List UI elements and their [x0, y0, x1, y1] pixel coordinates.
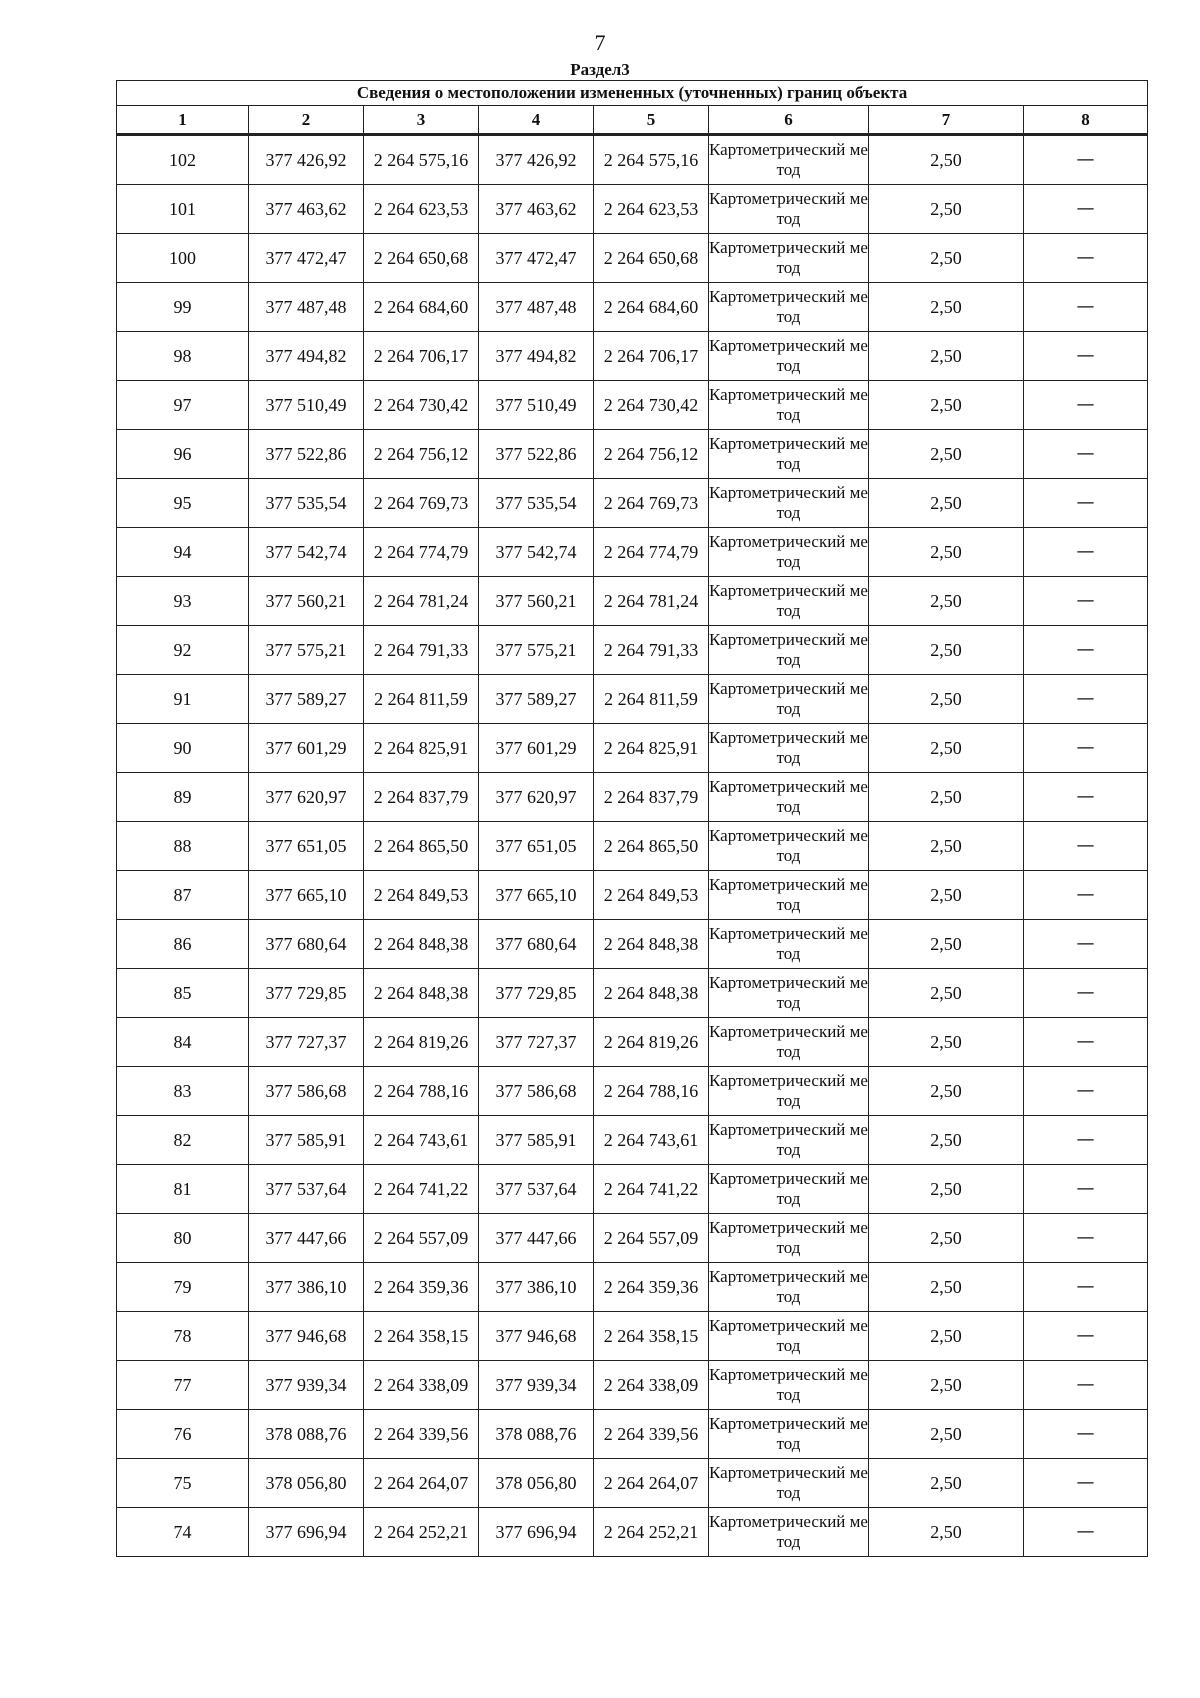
cell-description: —	[1024, 920, 1148, 969]
table-row	[117, 1018, 1148, 1067]
cell-point-number: 94	[117, 528, 249, 577]
cell-new-x-coordinate: 377 575,21	[479, 626, 594, 675]
cell-new-y-coordinate: 2 264 252,21	[594, 1508, 709, 1557]
cell-point-number: 102	[117, 135, 249, 185]
cell-method: Картометрический метод	[709, 1312, 869, 1361]
cell-point-number: 79	[117, 1263, 249, 1312]
cell-method: Картометрический метод	[709, 1018, 869, 1067]
cell-accuracy: 2,50	[869, 1263, 1024, 1312]
cell-y-coordinate: 2 264 730,42	[364, 381, 479, 430]
cell-point-number: 82	[117, 1116, 249, 1165]
column-header-6: 6	[709, 106, 869, 135]
cell-y-coordinate: 2 264 837,79	[364, 773, 479, 822]
cell-description: —	[1024, 577, 1148, 626]
table-row	[117, 430, 1148, 479]
cell-point-number: 98	[117, 332, 249, 381]
cell-description: —	[1024, 1214, 1148, 1263]
cell-y-coordinate: 2 264 825,91	[364, 724, 479, 773]
cell-new-x-coordinate: 377 680,64	[479, 920, 594, 969]
cell-accuracy: 2,50	[869, 773, 1024, 822]
cell-accuracy: 2,50	[869, 871, 1024, 920]
table-row	[117, 479, 1148, 528]
cell-new-x-coordinate: 377 386,10	[479, 1263, 594, 1312]
cell-new-x-coordinate: 378 088,76	[479, 1410, 594, 1459]
cell-point-number: 78	[117, 1312, 249, 1361]
cell-y-coordinate: 2 264 359,36	[364, 1263, 479, 1312]
cell-new-x-coordinate: 377 620,97	[479, 773, 594, 822]
cell-y-coordinate: 2 264 769,73	[364, 479, 479, 528]
cell-point-number: 86	[117, 920, 249, 969]
table-row	[117, 1508, 1148, 1557]
cell-method: Картометрический метод	[709, 1263, 869, 1312]
column-header-3: 3	[364, 106, 479, 135]
cell-new-x-coordinate: 377 589,27	[479, 675, 594, 724]
cell-method: Картометрический метод	[709, 822, 869, 871]
cell-y-coordinate: 2 264 358,15	[364, 1312, 479, 1361]
cell-new-y-coordinate: 2 264 557,09	[594, 1214, 709, 1263]
column-header-4: 4	[479, 106, 594, 135]
cell-point-number: 88	[117, 822, 249, 871]
table-row	[117, 724, 1148, 773]
cell-method: Картометрический метод	[709, 135, 869, 185]
cell-new-y-coordinate: 2 264 848,38	[594, 969, 709, 1018]
cell-new-y-coordinate: 2 264 684,60	[594, 283, 709, 332]
cell-point-number: 97	[117, 381, 249, 430]
cell-new-x-coordinate: 378 056,80	[479, 1459, 594, 1508]
cell-accuracy: 2,50	[869, 1165, 1024, 1214]
cell-method: Картометрический метод	[709, 920, 869, 969]
table-header-row	[117, 106, 1148, 135]
column-header-7: 7	[869, 106, 1024, 135]
cell-accuracy: 2,50	[869, 430, 1024, 479]
cell-y-coordinate: 2 264 819,26	[364, 1018, 479, 1067]
cell-x-coordinate: 377 575,21	[249, 626, 364, 675]
cell-x-coordinate: 377 665,10	[249, 871, 364, 920]
cell-point-number: 80	[117, 1214, 249, 1263]
cell-method: Картометрический метод	[709, 1116, 869, 1165]
cell-x-coordinate: 377 537,64	[249, 1165, 364, 1214]
cell-new-x-coordinate: 377 939,34	[479, 1361, 594, 1410]
cell-accuracy: 2,50	[869, 724, 1024, 773]
cell-method: Картометрический метод	[709, 969, 869, 1018]
cell-accuracy: 2,50	[869, 577, 1024, 626]
table-row	[117, 920, 1148, 969]
cell-accuracy: 2,50	[869, 675, 1024, 724]
cell-method: Картометрический метод	[709, 185, 869, 234]
cell-new-x-coordinate: 377 946,68	[479, 1312, 594, 1361]
cell-y-coordinate: 2 264 788,16	[364, 1067, 479, 1116]
cell-accuracy: 2,50	[869, 1361, 1024, 1410]
cell-point-number: 95	[117, 479, 249, 528]
cell-point-number: 100	[117, 234, 249, 283]
cell-method: Картометрический метод	[709, 1459, 869, 1508]
table-row	[117, 528, 1148, 577]
table-row	[117, 1165, 1148, 1214]
cell-x-coordinate: 377 522,86	[249, 430, 364, 479]
table-row	[117, 1263, 1148, 1312]
cell-new-y-coordinate: 2 264 743,61	[594, 1116, 709, 1165]
table-row	[117, 185, 1148, 234]
table-row	[117, 1361, 1148, 1410]
cell-accuracy: 2,50	[869, 234, 1024, 283]
cell-point-number: 87	[117, 871, 249, 920]
table-row	[117, 626, 1148, 675]
cell-y-coordinate: 2 264 741,22	[364, 1165, 479, 1214]
cell-new-y-coordinate: 2 264 865,50	[594, 822, 709, 871]
cell-new-x-coordinate: 377 560,21	[479, 577, 594, 626]
cell-method: Картометрический метод	[709, 577, 869, 626]
cell-description: —	[1024, 675, 1148, 724]
cell-x-coordinate: 377 585,91	[249, 1116, 364, 1165]
cell-x-coordinate: 377 586,68	[249, 1067, 364, 1116]
cell-x-coordinate: 377 601,29	[249, 724, 364, 773]
cell-description: —	[1024, 332, 1148, 381]
cell-point-number: 75	[117, 1459, 249, 1508]
cell-y-coordinate: 2 264 623,53	[364, 185, 479, 234]
cell-y-coordinate: 2 264 781,24	[364, 577, 479, 626]
cell-description: —	[1024, 1410, 1148, 1459]
cell-method: Картометрический метод	[709, 332, 869, 381]
cell-point-number: 93	[117, 577, 249, 626]
cell-x-coordinate: 378 088,76	[249, 1410, 364, 1459]
cell-new-x-coordinate: 377 586,68	[479, 1067, 594, 1116]
cell-x-coordinate: 377 426,92	[249, 135, 364, 185]
column-header-1: 1	[117, 106, 249, 135]
table-row	[117, 1459, 1148, 1508]
cell-new-x-coordinate: 377 522,86	[479, 430, 594, 479]
cell-point-number: 92	[117, 626, 249, 675]
cell-new-y-coordinate: 2 264 575,16	[594, 135, 709, 185]
cell-accuracy: 2,50	[869, 1116, 1024, 1165]
cell-new-y-coordinate: 2 264 706,17	[594, 332, 709, 381]
cell-accuracy: 2,50	[869, 135, 1024, 185]
table-caption-row	[117, 81, 1148, 106]
cell-x-coordinate: 377 620,97	[249, 773, 364, 822]
cell-method: Картометрический метод	[709, 773, 869, 822]
cell-y-coordinate: 2 264 575,16	[364, 135, 479, 185]
cell-method: Картометрический метод	[709, 626, 869, 675]
cell-description: —	[1024, 234, 1148, 283]
cell-x-coordinate: 377 946,68	[249, 1312, 364, 1361]
table-caption: Сведения о местоположении измененных (уточненных) границ объекта	[117, 81, 1148, 106]
table-body	[117, 135, 1148, 1557]
cell-new-y-coordinate: 2 264 837,79	[594, 773, 709, 822]
cell-accuracy: 2,50	[869, 920, 1024, 969]
cell-method: Картометрический метод	[709, 871, 869, 920]
cell-new-y-coordinate: 2 264 781,24	[594, 577, 709, 626]
cell-new-x-coordinate: 377 651,05	[479, 822, 594, 871]
table-row	[117, 773, 1148, 822]
cell-new-x-coordinate: 377 727,37	[479, 1018, 594, 1067]
cell-x-coordinate: 378 056,80	[249, 1459, 364, 1508]
cell-point-number: 90	[117, 724, 249, 773]
cell-new-x-coordinate: 377 494,82	[479, 332, 594, 381]
cell-method: Картометрический метод	[709, 1508, 869, 1557]
cell-description: —	[1024, 1116, 1148, 1165]
cell-method: Картометрический метод	[709, 675, 869, 724]
cell-point-number: 99	[117, 283, 249, 332]
cell-new-x-coordinate: 377 537,64	[479, 1165, 594, 1214]
cell-description: —	[1024, 724, 1148, 773]
cell-new-x-coordinate: 377 729,85	[479, 969, 594, 1018]
cell-accuracy: 2,50	[869, 1067, 1024, 1116]
cell-method: Картометрический метод	[709, 1410, 869, 1459]
cell-accuracy: 2,50	[869, 283, 1024, 332]
cell-new-x-coordinate: 377 585,91	[479, 1116, 594, 1165]
cell-y-coordinate: 2 264 743,61	[364, 1116, 479, 1165]
cell-new-y-coordinate: 2 264 359,36	[594, 1263, 709, 1312]
table-row	[117, 135, 1148, 185]
cell-description: —	[1024, 1165, 1148, 1214]
cell-method: Картометрический метод	[709, 479, 869, 528]
cell-method: Картометрический метод	[709, 724, 869, 773]
cell-accuracy: 2,50	[869, 185, 1024, 234]
cell-new-y-coordinate: 2 264 730,42	[594, 381, 709, 430]
cell-method: Картометрический метод	[709, 1214, 869, 1263]
cell-new-x-coordinate: 377 696,94	[479, 1508, 594, 1557]
cell-y-coordinate: 2 264 650,68	[364, 234, 479, 283]
cell-new-y-coordinate: 2 264 811,59	[594, 675, 709, 724]
cell-new-y-coordinate: 2 264 264,07	[594, 1459, 709, 1508]
cell-new-y-coordinate: 2 264 623,53	[594, 185, 709, 234]
table-row	[117, 969, 1148, 1018]
cell-x-coordinate: 377 651,05	[249, 822, 364, 871]
cell-method: Картометрический метод	[709, 1165, 869, 1214]
cell-accuracy: 2,50	[869, 479, 1024, 528]
cell-new-y-coordinate: 2 264 788,16	[594, 1067, 709, 1116]
cell-x-coordinate: 377 696,94	[249, 1508, 364, 1557]
cell-description: —	[1024, 1018, 1148, 1067]
cell-x-coordinate: 377 560,21	[249, 577, 364, 626]
cell-description: —	[1024, 1508, 1148, 1557]
cell-point-number: 83	[117, 1067, 249, 1116]
cell-description: —	[1024, 822, 1148, 871]
cell-new-y-coordinate: 2 264 650,68	[594, 234, 709, 283]
cell-description: —	[1024, 773, 1148, 822]
cell-new-y-coordinate: 2 264 358,15	[594, 1312, 709, 1361]
cell-x-coordinate: 377 680,64	[249, 920, 364, 969]
cell-new-y-coordinate: 2 264 848,38	[594, 920, 709, 969]
cell-point-number: 74	[117, 1508, 249, 1557]
table-row	[117, 1214, 1148, 1263]
table-row	[117, 332, 1148, 381]
cell-x-coordinate: 377 472,47	[249, 234, 364, 283]
cell-description: —	[1024, 1459, 1148, 1508]
cell-method: Картометрический метод	[709, 528, 869, 577]
cell-x-coordinate: 377 729,85	[249, 969, 364, 1018]
cell-point-number: 77	[117, 1361, 249, 1410]
cell-description: —	[1024, 969, 1148, 1018]
cell-accuracy: 2,50	[869, 969, 1024, 1018]
table-row	[117, 381, 1148, 430]
cell-description: —	[1024, 135, 1148, 185]
page-number: 7	[594, 30, 606, 55]
cell-new-x-coordinate: 377 542,74	[479, 528, 594, 577]
cell-accuracy: 2,50	[869, 1214, 1024, 1263]
cell-y-coordinate: 2 264 684,60	[364, 283, 479, 332]
cell-method: Картометрический метод	[709, 381, 869, 430]
cell-new-x-coordinate: 377 426,92	[479, 135, 594, 185]
table-row	[117, 822, 1148, 871]
cell-description: —	[1024, 381, 1148, 430]
table-row	[117, 1410, 1148, 1459]
table-row	[117, 1067, 1148, 1116]
cell-x-coordinate: 377 487,48	[249, 283, 364, 332]
cell-accuracy: 2,50	[869, 528, 1024, 577]
cell-y-coordinate: 2 264 557,09	[364, 1214, 479, 1263]
cell-new-x-coordinate: 377 510,49	[479, 381, 594, 430]
cell-new-x-coordinate: 377 487,48	[479, 283, 594, 332]
cell-y-coordinate: 2 264 848,38	[364, 969, 479, 1018]
cell-accuracy: 2,50	[869, 1459, 1024, 1508]
cell-y-coordinate: 2 264 338,09	[364, 1361, 479, 1410]
cell-new-x-coordinate: 377 665,10	[479, 871, 594, 920]
cell-point-number: 101	[117, 185, 249, 234]
cell-method: Картометрический метод	[709, 1067, 869, 1116]
cell-x-coordinate: 377 510,49	[249, 381, 364, 430]
cell-description: —	[1024, 1312, 1148, 1361]
cell-new-y-coordinate: 2 264 769,73	[594, 479, 709, 528]
cell-point-number: 91	[117, 675, 249, 724]
cell-description: —	[1024, 479, 1148, 528]
cell-y-coordinate: 2 264 264,07	[364, 1459, 479, 1508]
cell-new-x-coordinate: 377 463,62	[479, 185, 594, 234]
cell-y-coordinate: 2 264 848,38	[364, 920, 479, 969]
cell-method: Картометрический метод	[709, 283, 869, 332]
cell-accuracy: 2,50	[869, 626, 1024, 675]
table-row	[117, 577, 1148, 626]
cell-new-y-coordinate: 2 264 338,09	[594, 1361, 709, 1410]
cell-description: —	[1024, 1263, 1148, 1312]
cell-description: —	[1024, 528, 1148, 577]
cell-new-y-coordinate: 2 264 774,79	[594, 528, 709, 577]
cell-x-coordinate: 377 589,27	[249, 675, 364, 724]
cell-accuracy: 2,50	[869, 381, 1024, 430]
section-title: Раздел3	[570, 60, 630, 79]
cell-new-x-coordinate: 377 447,66	[479, 1214, 594, 1263]
cell-method: Картометрический метод	[709, 430, 869, 479]
column-header-5: 5	[594, 106, 709, 135]
table-row	[117, 1116, 1148, 1165]
cell-new-x-coordinate: 377 535,54	[479, 479, 594, 528]
cell-new-y-coordinate: 2 264 819,26	[594, 1018, 709, 1067]
cell-description: —	[1024, 871, 1148, 920]
table-row	[117, 234, 1148, 283]
table-row	[117, 871, 1148, 920]
cell-y-coordinate: 2 264 252,21	[364, 1508, 479, 1557]
cell-y-coordinate: 2 264 774,79	[364, 528, 479, 577]
cell-x-coordinate: 377 939,34	[249, 1361, 364, 1410]
cell-new-x-coordinate: 377 601,29	[479, 724, 594, 773]
cell-x-coordinate: 377 727,37	[249, 1018, 364, 1067]
cell-new-y-coordinate: 2 264 849,53	[594, 871, 709, 920]
cell-accuracy: 2,50	[869, 332, 1024, 381]
cell-x-coordinate: 377 494,82	[249, 332, 364, 381]
cell-accuracy: 2,50	[869, 1018, 1024, 1067]
cell-description: —	[1024, 185, 1148, 234]
cell-accuracy: 2,50	[869, 1410, 1024, 1459]
cell-description: —	[1024, 626, 1148, 675]
cell-point-number: 84	[117, 1018, 249, 1067]
table-row	[117, 675, 1148, 724]
cell-x-coordinate: 377 535,54	[249, 479, 364, 528]
boundary-coordinates-table	[116, 80, 1148, 1557]
cell-new-y-coordinate: 2 264 756,12	[594, 430, 709, 479]
cell-method: Картометрический метод	[709, 234, 869, 283]
cell-description: —	[1024, 283, 1148, 332]
cell-new-x-coordinate: 377 472,47	[479, 234, 594, 283]
cell-accuracy: 2,50	[869, 1312, 1024, 1361]
cell-description: —	[1024, 430, 1148, 479]
cell-y-coordinate: 2 264 706,17	[364, 332, 479, 381]
cell-y-coordinate: 2 264 791,33	[364, 626, 479, 675]
cell-new-y-coordinate: 2 264 741,22	[594, 1165, 709, 1214]
cell-accuracy: 2,50	[869, 1508, 1024, 1557]
table-row	[117, 1312, 1148, 1361]
cell-y-coordinate: 2 264 811,59	[364, 675, 479, 724]
cell-x-coordinate: 377 447,66	[249, 1214, 364, 1263]
cell-method: Картометрический метод	[709, 1361, 869, 1410]
cell-point-number: 81	[117, 1165, 249, 1214]
cell-y-coordinate: 2 264 849,53	[364, 871, 479, 920]
cell-y-coordinate: 2 264 339,56	[364, 1410, 479, 1459]
cell-description: —	[1024, 1361, 1148, 1410]
cell-x-coordinate: 377 386,10	[249, 1263, 364, 1312]
cell-x-coordinate: 377 463,62	[249, 185, 364, 234]
cell-description: —	[1024, 1067, 1148, 1116]
cell-point-number: 85	[117, 969, 249, 1018]
cell-new-y-coordinate: 2 264 339,56	[594, 1410, 709, 1459]
cell-y-coordinate: 2 264 756,12	[364, 430, 479, 479]
column-header-2: 2	[249, 106, 364, 135]
cell-accuracy: 2,50	[869, 822, 1024, 871]
cell-new-y-coordinate: 2 264 791,33	[594, 626, 709, 675]
column-header-8: 8	[1024, 106, 1148, 135]
cell-point-number: 96	[117, 430, 249, 479]
table-row	[117, 283, 1148, 332]
cell-point-number: 76	[117, 1410, 249, 1459]
cell-y-coordinate: 2 264 865,50	[364, 822, 479, 871]
cell-point-number: 89	[117, 773, 249, 822]
cell-new-y-coordinate: 2 264 825,91	[594, 724, 709, 773]
cell-x-coordinate: 377 542,74	[249, 528, 364, 577]
